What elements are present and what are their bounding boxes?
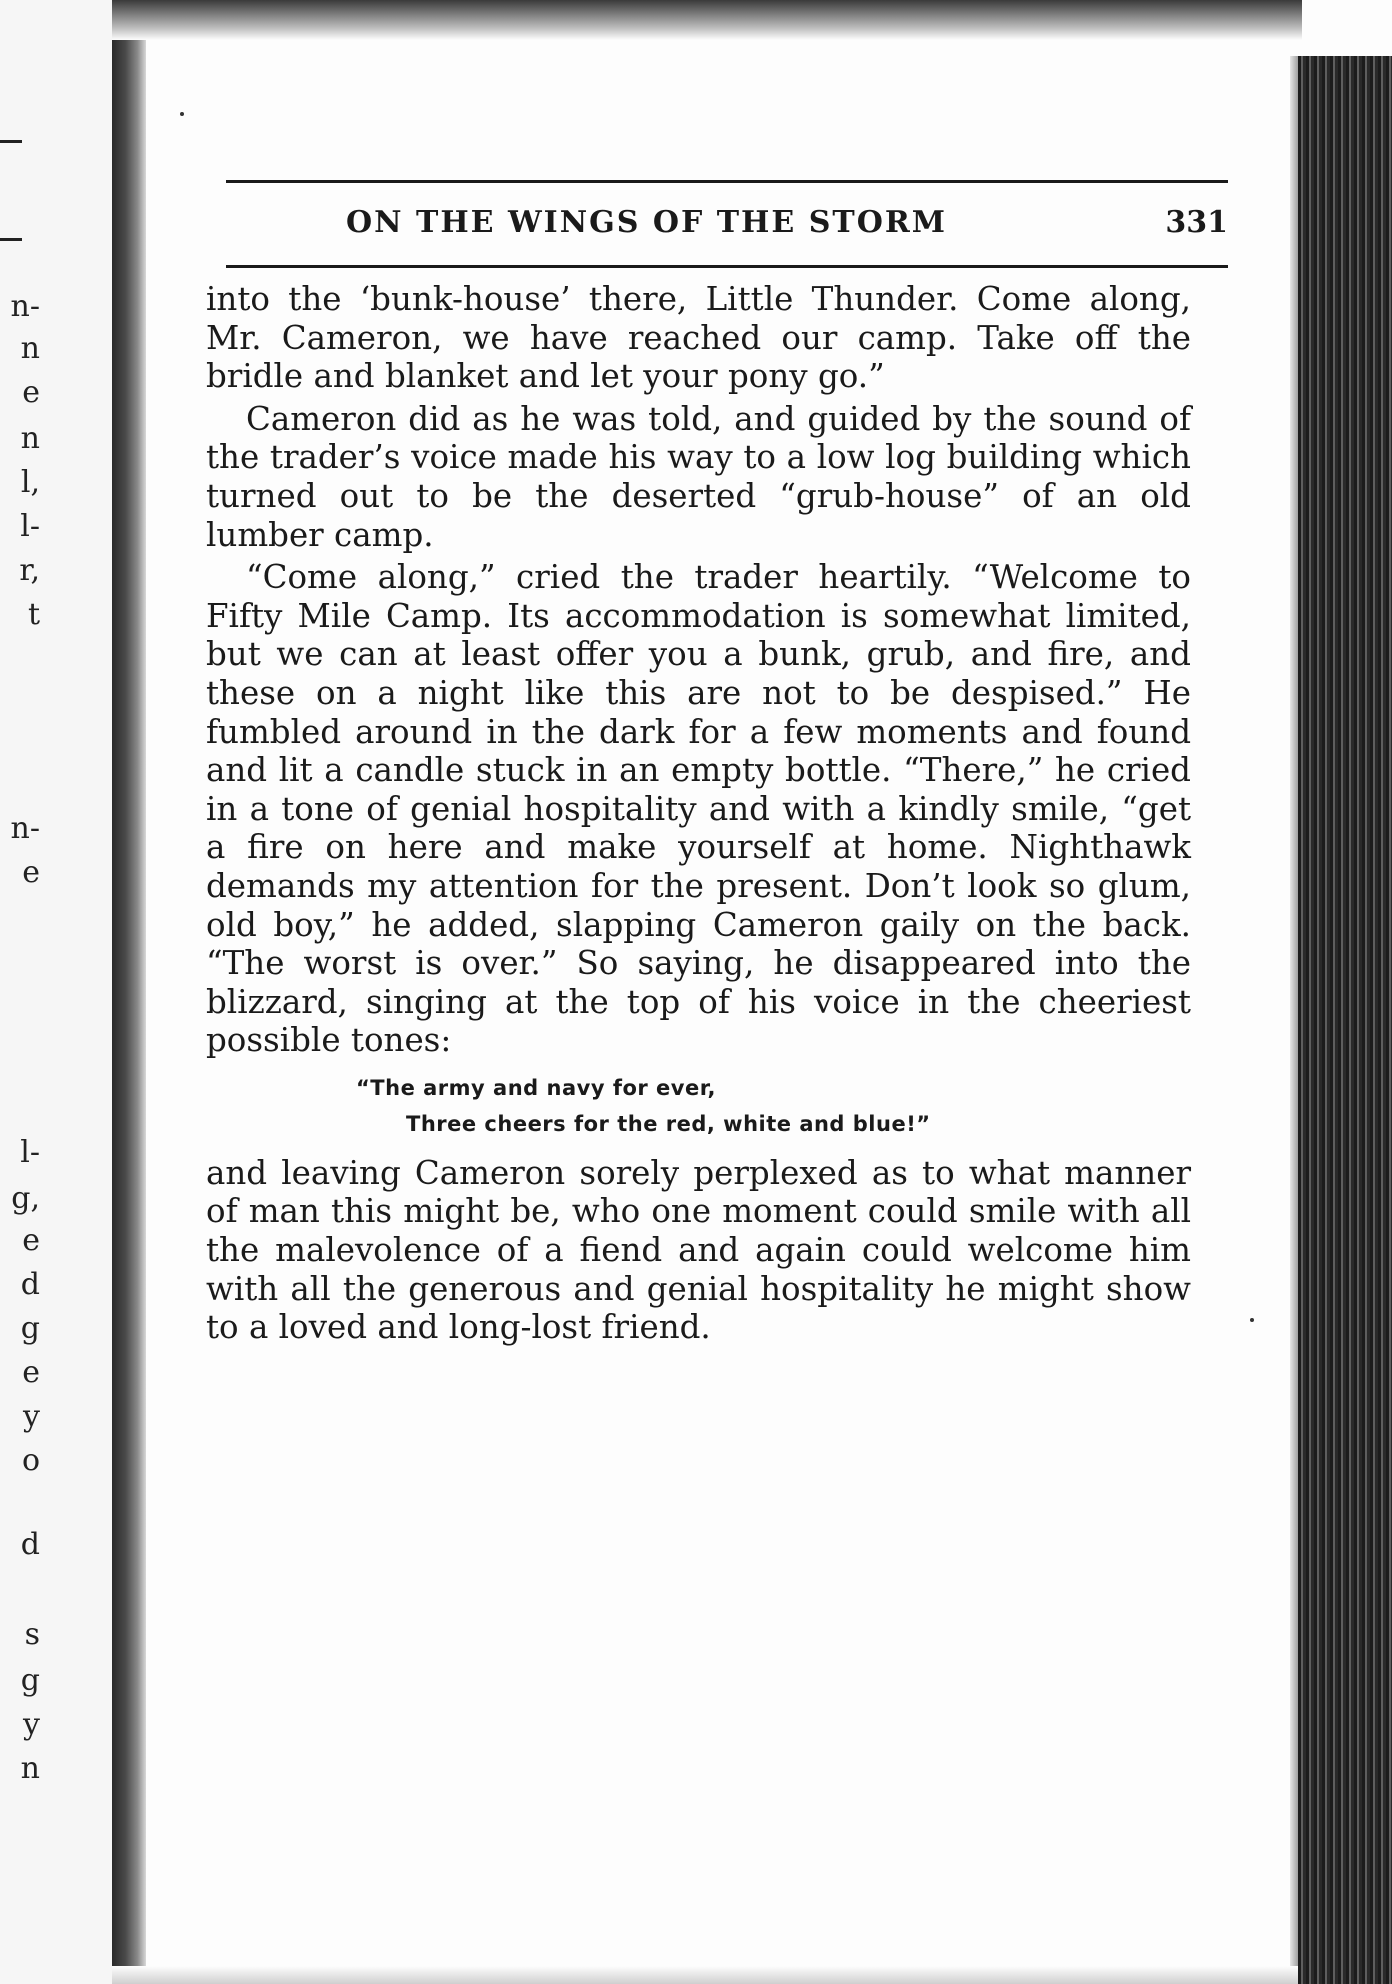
facing-page-fragment: n	[20, 331, 40, 366]
facing-page-fragment: r,	[19, 553, 40, 588]
page-331	[196, 180, 1228, 1351]
facing-page-fragment: e	[22, 1223, 40, 1258]
facing-page-fragment: l,	[20, 465, 40, 500]
facing-page-fragment: y	[23, 1399, 40, 1434]
page-number: 331	[1165, 205, 1228, 240]
scan-speck	[1250, 1318, 1254, 1322]
facing-page-fragment: e	[22, 1355, 40, 1390]
running-title: ON THE WINGS OF THE STORM	[346, 205, 947, 240]
facing-page-fragment: d	[20, 1527, 40, 1562]
paragraph: “Come along,” cried the trader heartily. “Welcome to Fifty Mile Camp. Its accommodation is somewhat limited, but we can at least offer you a bunk, grub, and fire, and these on a night like this are not to be despised.” He fumbled around in the dark for a few moments and found and lit a candle stuck in an empty bottle. “There,” he cried in a tone of genial hospitality and with a kindly smile, “get a fire on here and make yourself at home. Nighthawk demands my attention for the present. Don’t look so glum, old boy,” he added, slapping Cameron gaily on the back. “The worst is over.” So saying, he disappeared into the blizzard, singing at the top of his voice in the cheeriest possible tones:	[206, 558, 1191, 1060]
facing-page-fragment: e	[22, 855, 40, 890]
facing-page-fragment: o	[21, 1443, 40, 1478]
facing-page-rule	[0, 238, 22, 241]
verse	[206, 1070, 1191, 1142]
running-head	[226, 183, 1228, 265]
facing-page-fragment: t	[27, 597, 40, 632]
bottom-shadow	[112, 1966, 1298, 1984]
facing-page-fragment: n-	[10, 811, 40, 846]
facing-page-fragment: n-	[10, 289, 40, 324]
facing-page-edge	[0, 0, 118, 1984]
facing-page-fragment: l-	[20, 509, 40, 544]
header-rule-bottom	[226, 265, 1228, 268]
facing-page-fragment: n	[20, 1751, 40, 1786]
facing-page-fragment: n	[20, 421, 40, 456]
facing-page-fragment: d	[20, 1267, 40, 1302]
scan-speck	[180, 112, 184, 116]
verse-line: “The army and navy for ever,	[356, 1075, 716, 1100]
facing-page-fragment: g	[20, 1311, 40, 1346]
facing-page-rule	[0, 140, 22, 143]
body-text	[206, 280, 1191, 1347]
paragraph: Cameron did as he was told, and guided by the sound of the trader’s voice made his way to a low log building which turned out to be the deserted “grub-house” of an old lumber camp.	[206, 399, 1191, 554]
top-shadow	[112, 0, 1302, 40]
facing-page-fragment: g	[20, 1663, 40, 1698]
facing-page-fragment: g,	[11, 1181, 40, 1216]
facing-page-fragment: e	[22, 375, 40, 410]
verse-line: Three cheers for the red, white and blue!”	[406, 1111, 931, 1136]
facing-page-fragment: l-	[20, 1135, 40, 1170]
facing-page-fragment: y	[23, 1707, 40, 1742]
facing-page-fragment: s	[24, 1617, 40, 1652]
closing-paragraph: and leaving Cameron sorely perplexed as to what manner of man this might be, who one moment could smile with all the malevolence of a fiend and again could welcome him with all the generous and genial hospitality he might show to a loved and long-lost friend.	[206, 1153, 1191, 1347]
book-gutter	[112, 0, 146, 1984]
page-block-edges	[1298, 56, 1392, 1984]
paragraph: into the ‘bunk-house’ there, Little Thunder. Come along, Mr. Cameron, we have reached our camp. Take off the bridle and blanket and let your pony go.”	[206, 280, 1191, 396]
